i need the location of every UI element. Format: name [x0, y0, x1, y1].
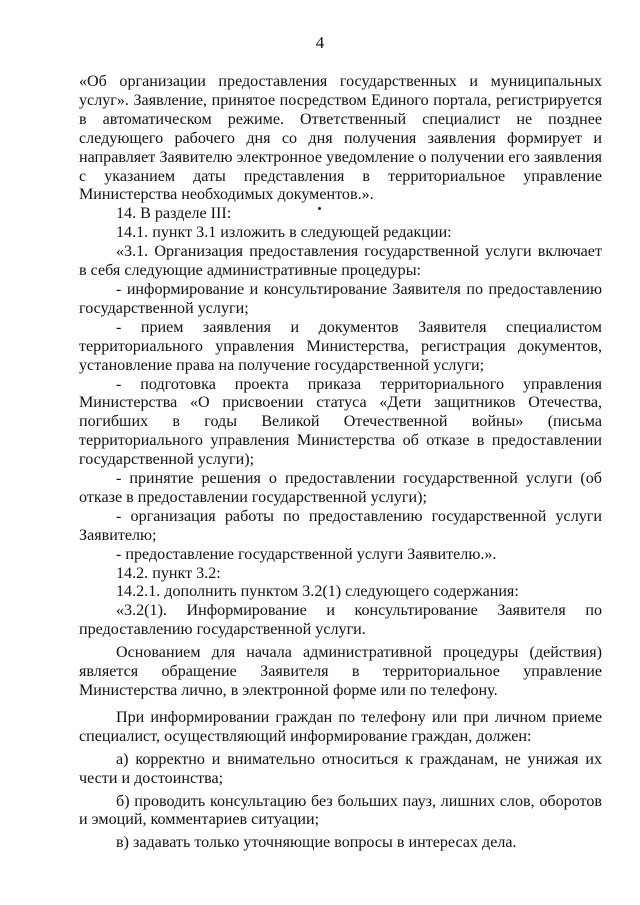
paragraph: «3.2(1). Информирование и консультирование Заявителя по предоставлению государственной услуги.: [79, 602, 602, 639]
list-item: а) корректно и внимательно относиться к гражданам, не унижая их чести и достоинства;: [79, 750, 602, 787]
section-heading: 14. В разделе III:: [116, 205, 232, 223]
paragraph: При информировании граждан по телефону или при личном приеме специалист, осуществляющий информирование граждан, должен:: [79, 708, 602, 745]
document-body: [79, 73, 602, 853]
paragraph: Основанием для начала административной процедуры (действия) является обращение Заявителя в территориальное управление Министерства лично, в электронной форме или по телефону.: [79, 644, 602, 699]
paragraph: «Об организации предоставления государственных и муниципальных услуг». Заявление, принятое посредством Единого портала, регистрируется в автоматическом режиме. Ответственный специалист не позднее следующего рабочего дня со дня получения заявления формирует и направляет Заявителю электронное уведомление о получении его заявления с указанием даты представления в территориальное управление Министерства необходимых документов.».: [79, 73, 602, 204]
list-item: - принятие решения о предоставлении государственной услуги (об отказе в предоставлении государственной услуги);: [79, 470, 602, 506]
list-item: - подготовка проекта приказа территориального управления Министерства «О присвоении статуса «Дети защитников Отечества, погибших в годы Великой Отечественной войны» (письма территориального управления Министерства об отказе в предоставлении государственной услуги);: [79, 375, 602, 469]
page-number: 4: [315, 33, 325, 52]
list-item: - прием заявления и документов Заявителя специалистом территориального управления Министерства, регистрация документов, установление права на получение государственной услуги;: [79, 318, 602, 374]
paragraph: «3.1. Организация предоставления государственной услуги включает в себя следующие административные процедуры:: [79, 243, 602, 280]
paragraph: 14.1. пункт 3.1 изложить в следующей редакции:: [116, 224, 452, 242]
list-item: б) проводить консультацию без больших пауз, лишних слов, оборотов и эмоций, комментариев ситуации;: [79, 792, 602, 829]
list-item: - информирование и консультирование Заявителя по предоставлению государственной услуги;: [79, 280, 602, 317]
list-item: в) задавать только уточняющие вопросы в интересах дела.: [116, 834, 517, 852]
paragraph: 14.2. пункт 3.2:: [116, 564, 221, 582]
list-item: - организация работы по предоставлению государственной услуги Заявителю;: [79, 507, 602, 544]
list-item: - предоставление государственной услуги Заявителю.».: [116, 545, 497, 563]
paragraph: 14.2.1. дополнить пунктом 3.2(1) следующего содержания:: [116, 583, 519, 601]
